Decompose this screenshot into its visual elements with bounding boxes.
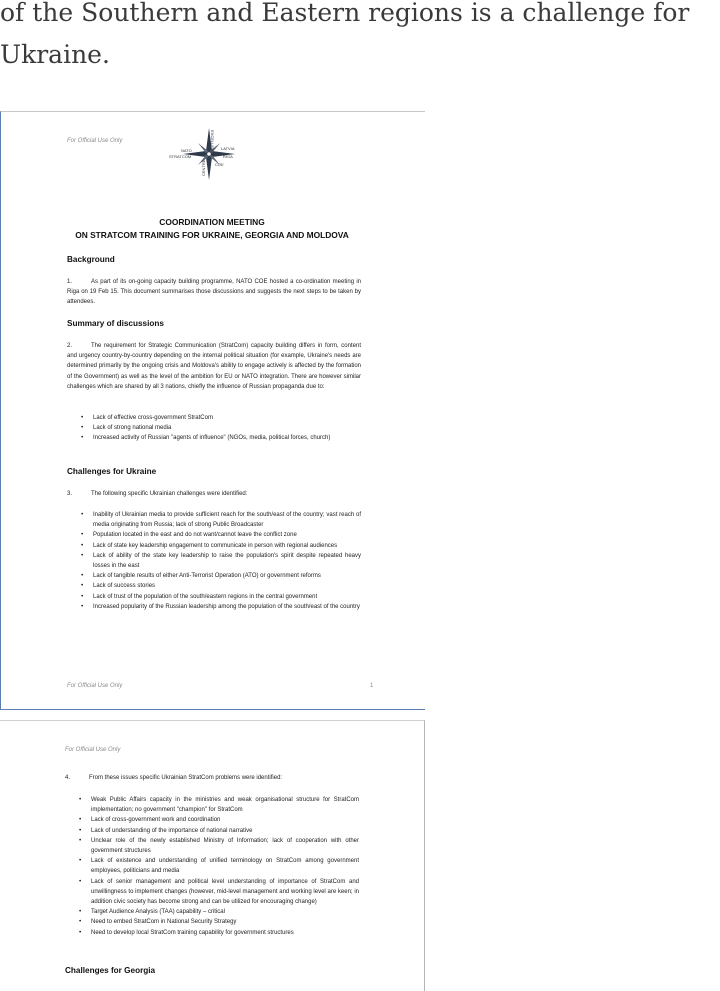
ukraine-challenges-list [81,510,361,612]
document-title-line-2: ON STRATCOM TRAINING FOR UKRAINE, GEORGIA AND MOLDOVA [75,230,349,240]
page-number: 1 [370,683,374,689]
paragraph-text: The following specific Ukrainian challenges were identified: [91,491,248,497]
paragraph-number: 2. [67,343,73,349]
section-heading-georgia: Challenges for Georgia [65,966,156,975]
list-item: • Increased activity of Russian "agents of influence" (NGOs, media, political forces, church) [81,433,361,443]
section-heading-background: Background [67,255,115,264]
ukraine-stratcom-problems-list [79,795,359,938]
article-line-1: of the Southern and Eastern regions is a challenge for [0,0,690,27]
list-item: • Need to develop local StratCom training capability for government structures [79,928,359,938]
list-item: • Lack of existence and understanding of unified terminology on StratCom among government employees, politicians and media [79,856,359,876]
logo-word: NATO [181,148,192,153]
list-item: • Weak Public Affairs capacity in the ministries and weak organisational structure for StratCom implementation; no government "champion" for StratCom [79,795,359,815]
paragraph-1 [67,277,361,308]
list-item: • Lack of ability of the state key leadership to raise the population's spirit despite repeated heavy losses in the east [81,551,361,571]
document-page-1 [0,111,425,710]
list-item: • Target Audience Analysis (TAA) capability – critical [79,907,359,917]
paragraph-text: The requirement for Strategic Communication (StratCom) capacity building differs in form, content and urgency country-by-country depending on the internal political situation (for example, Ukraine's needs are determined primarily by the ongoing crisis and Moldova's ability to engage actively is affected by the formation of the Government) as well as the level of the ambition for EU or NATO integration. There are however similar challenges which are shared by all 3 nations, chiefly the influence of Russian propaganda due to: [67,343,361,390]
paragraph-number: 3. [67,491,73,497]
paragraph-number: 1. [67,279,73,285]
list-item: • Lack of understanding of the importance of national narrative [79,826,359,836]
logo-word: COE [215,162,224,167]
logo-word: CENTRE [201,159,206,176]
page-header-classification: For Official Use Only [65,747,121,753]
list-item: • Inability of Ukrainian media to provide sufficient reach for the south/east of the country; vast reach of media originating from Russia; lack of strong Public Broadcaster [81,510,361,530]
document-title [67,216,357,242]
stratcom-coe-logo-icon [163,126,255,182]
list-item: • Lack of cross-government work and coordination [79,815,359,825]
paragraph-text: From these issues specific Ukrainian StratCom problems were identified: [89,775,283,781]
paragraph-2 [67,341,361,392]
paragraph-text: As part of its on-going capacity building programme, NATO COE hosted a co-ordination meeting in Riga on 19 Feb 15. This document summarises those discussions and suggests the next steps to be taken by attendees. [67,279,361,306]
list-item: • Population located in the east and do not want/cannot leave the conflict zone [81,530,361,540]
article-text [0,0,720,76]
paragraph-4 [65,773,359,783]
document-page-2 [0,720,425,991]
logo-word: EXCELLENCE [210,130,215,157]
list-item: • Lack of success stories [81,581,361,591]
page-header-classification: For Official Use Only [67,138,123,144]
list-item: • Unclear role of the newly established Ministry of Information; lack of cooperation with other government structures [79,836,359,856]
common-challenges-list [81,413,361,444]
logo-word: STRATCOM [169,154,192,159]
article-line-2: Ukraine. [0,40,110,69]
logo-word: LATVIA [221,146,235,151]
list-item: • Increased popularity of the Russian leadership among the population of the south/east of the country [81,602,361,612]
list-item: • Lack of senior management and political level understanding of importance of StratCom and unwillingness to implement changes (however, mid-level management and working level are keen; in addition civic society has become strong and can be utilized for encouraging change) [79,877,359,908]
section-heading-summary: Summary of discussions [67,319,164,328]
list-item: • Lack of effective cross-government StratCom [81,413,361,423]
page-footer-classification: For Official Use Only [67,683,123,689]
logo-word: RIGA [223,154,233,159]
paragraph-3 [67,489,361,499]
list-item: • Lack of strong national media [81,423,361,433]
list-item: • Lack of trust of the population of the south/eastern regions in the central government [81,592,361,602]
document-title-line-1: COORDINATION MEETING [159,217,265,227]
list-item: • Lack of tangible results of either Anti-Terrorist Operation (ATO) or government reforms [81,571,361,581]
list-item: • Lack of state key leadership engagement to communicate in person with regional audiences [81,541,361,551]
section-heading-ukraine: Challenges for Ukraine [67,467,157,476]
paragraph-number: 4. [65,775,71,781]
list-item: • Need to embed StratCom in National Security Strategy [79,917,359,927]
